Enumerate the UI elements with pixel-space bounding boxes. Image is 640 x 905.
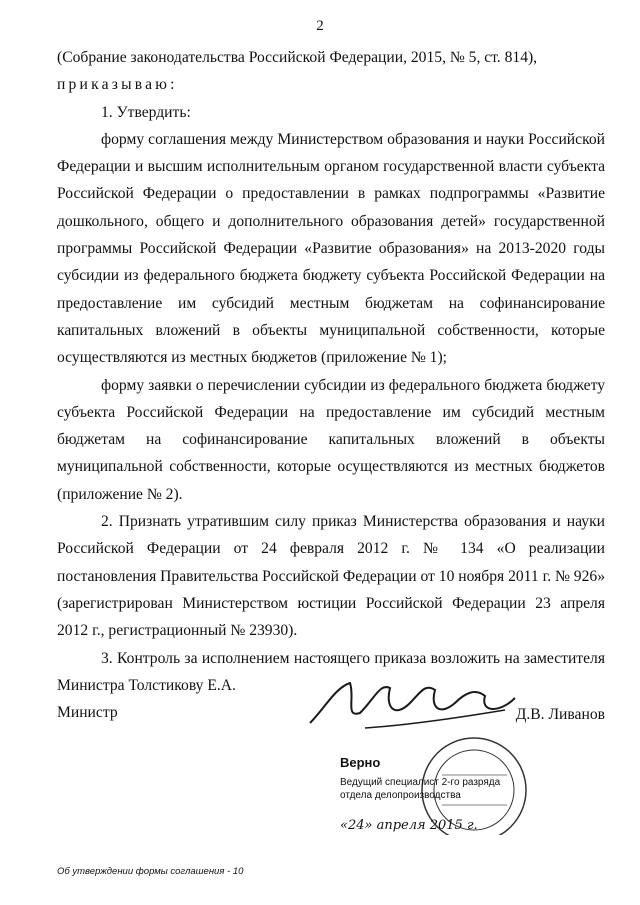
document-body (57, 44, 605, 699)
paragraph-item-2: 2. Признать утратившим силу приказ Министерства образования и науки Российской Федерации от 24 февраля 2012 г. № 134 «О реализации постановления Правительства Российской Федерации от 10 ноября 2011 г. № 926» (зарегистрирован Министерством юстиции Российской Федерации 23 апреля 2012 г., регистрационный № 23930). (57, 513, 605, 640)
handwritten-signature (305, 668, 535, 738)
signatory-name: Д.В. Ливанов (515, 706, 605, 723)
page-number: 2 (316, 18, 324, 34)
paragraph-agreement-form: форму соглашения между Министерством образования и науки Российской Федерации и высшим исполнительным органом государственной власти субъекта Российской Федерации о предоставлении в рамках подпрограммы «Развитие дошкольного, общего и дополнительного образования детей» государственной программы Российской Федерации «Развитие образования» на 2013-2020 годы субсидии из федерального бюджета бюджету субъекта Российской Федерации на предоставление им субсидий местным бюджетам на софинансирование капитальных вложений в объекты муниципальной собственности, которые осуществляются из местных бюджетов (приложение № 1); (57, 130, 605, 367)
footer-note: Об утверждении формы соглашения - 10 (57, 866, 244, 877)
stamp-position-line: Ведущий специалист 2-го разряда (340, 777, 501, 788)
stamp-verno: Верно (340, 755, 381, 770)
stamp-date: «24» апреля 2015 г. (340, 818, 478, 833)
stamp-department-line: отдела делопроизводства (340, 790, 461, 801)
paragraph-application-form: форму заявки о перечислении субсидии из федерального бюджета бюджету субъекта Российской Федерации на предоставление им субсидий местным бюджетам на софинансирование капитальных вложений в объекты муниципальной собственности, которые осуществляются из местных бюджетов (приложение № 2). (57, 376, 605, 503)
paragraph-order-verb: приказываю: (57, 76, 178, 94)
signatory-title: Министр (57, 704, 118, 721)
paragraph-item-3: 3. Контроль за исполнением настоящего приказа возложить на заместителя Министра Толстикову Е.А. (57, 649, 605, 694)
paragraph-item-1-heading: 1. Утвердить: (101, 103, 191, 121)
certification-stamp (340, 755, 540, 833)
paragraph-source-reference: (Собрание законодательства Российской Федерации, 2015, № 5, ст. 814), (57, 49, 538, 66)
